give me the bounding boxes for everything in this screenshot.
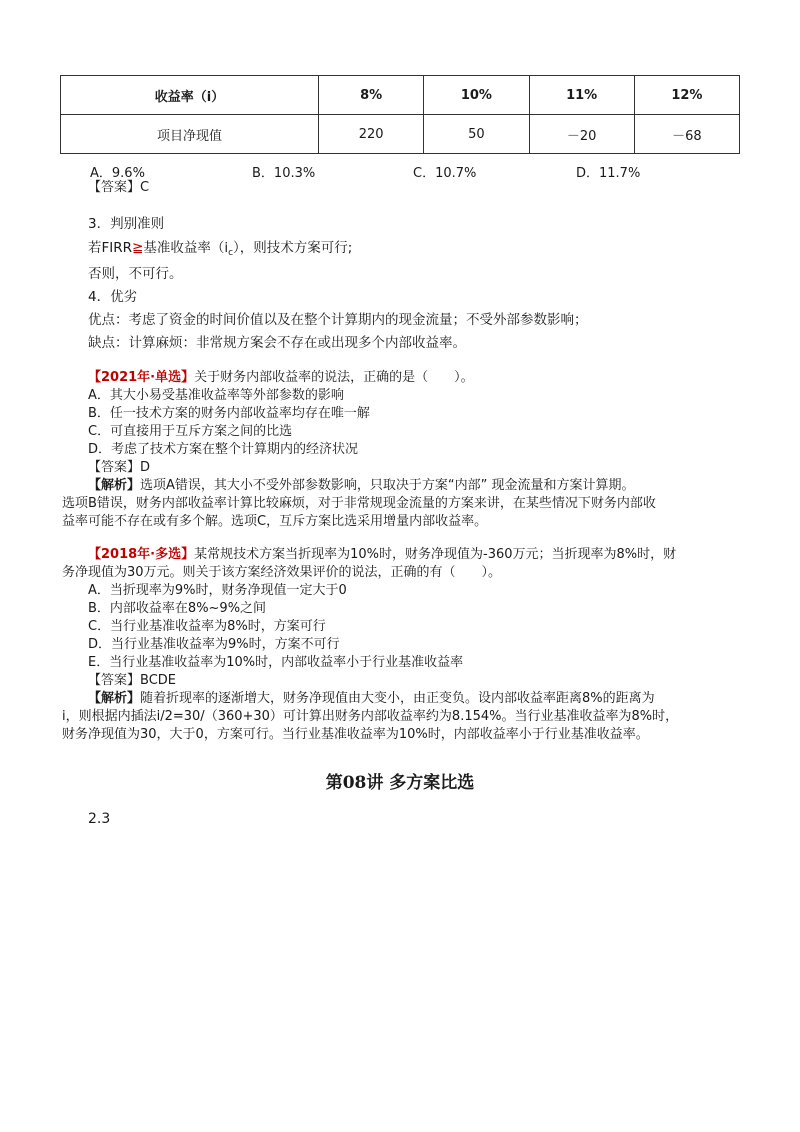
q2018-option-a: A．当折现率为9%时，财务净现值一定大于0 bbox=[88, 583, 347, 598]
q2021-analysis-line-3: 益率可能不存在或有多个解。选项C，互斥方案比选采用增量内部收益率。 bbox=[62, 514, 488, 529]
q2018-option-d: D．当行业基准收益率为9%时，方案不可行 bbox=[88, 637, 340, 652]
q2018-analysis-tag: 【解析】 bbox=[88, 691, 141, 706]
irr-table bbox=[60, 75, 740, 154]
q2018-option-e: E．当行业基准收益率为10%时，内部收益率小于行业基准收益率 bbox=[88, 655, 464, 670]
lecture-title: 第08讲 多方案比选 bbox=[325, 773, 475, 793]
q2021-analysis-line-2: 选项B错误，财务内部收益率计算比较麻烦，对于非常规现金流量的方案来讲，在某些情况下财务内部收 bbox=[62, 496, 656, 511]
cons-text: 缺点：计算麻烦：非常规方案会不存在或出现多个内部收益率。 bbox=[88, 335, 466, 351]
q1-option-d: D．11.7% bbox=[576, 166, 641, 181]
table-header-row bbox=[61, 76, 740, 115]
rule-text: 基准收益率（i bbox=[143, 240, 229, 256]
table-row bbox=[61, 115, 740, 154]
pros-text: 优点：考虑了资金的时间价值以及在整个计算期内的现金流量；不受外部参数影响； bbox=[88, 312, 588, 328]
q2021-option-d: D．考虑了技术方案在整个计算期内的经济状况 bbox=[88, 442, 359, 457]
table-cell: －68 bbox=[634, 115, 739, 154]
q2021-stem bbox=[88, 369, 474, 387]
q2018-stem-text: 某常规技术方案当折现率为10%时，财务净现值为-360万元；当折现率为8%时，财 bbox=[194, 547, 677, 562]
table-cell: 项目净现值 bbox=[61, 115, 319, 154]
q1-option-b: B．10.3% bbox=[252, 166, 316, 181]
analysis-text: 随着折现率的逐渐增大，财务净现值由大变小，由正变负。设内部收益率距离8%的距离为 bbox=[140, 691, 655, 706]
q2018-stem-line-1 bbox=[88, 546, 676, 564]
q2018-tag: 【2018年·多选】 bbox=[88, 547, 195, 562]
q2018-analysis-line-1 bbox=[88, 690, 655, 708]
pros-cons-heading: 4．优劣 bbox=[88, 289, 138, 305]
rule-text: 若FIRR bbox=[88, 240, 133, 256]
criteria-else: 否则，不可行。 bbox=[88, 266, 183, 282]
section-number: 2.3 bbox=[88, 811, 111, 827]
q2021-stem-text: 关于财务内部收益率的说法，正确的是（ ）。 bbox=[194, 370, 474, 385]
table-cell: －20 bbox=[529, 115, 634, 154]
analysis-text: 选项A错误，其大小不受外部参数影响，只取决于方案“内部” 现金流量和方案计算期。 bbox=[140, 478, 635, 493]
rule-text: ），则技术方案可行; bbox=[233, 240, 353, 256]
q2018-analysis-line-2: i，则根据内插法i/2=30/（360+30）可计算出财务内部收益率约为8.154%。当行业基准收益率为8%时， bbox=[62, 709, 679, 724]
q2018-option-b: B．内部收益率在8%~9%之间 bbox=[88, 601, 267, 616]
q2021-option-a: A．其大小易受基准收益率等外部参数的影响 bbox=[88, 388, 344, 403]
q2021-option-b: B．任一技术方案的财务内部收益率均存在唯一解 bbox=[88, 406, 370, 421]
table-cell: 12% bbox=[634, 76, 739, 115]
rule-subscript: c bbox=[228, 248, 234, 258]
q2021-analysis-line-1 bbox=[88, 477, 635, 495]
q2018-option-c: C．当行业基准收益率为8%时，方案可行 bbox=[88, 619, 326, 634]
q2021-answer: 【答案】D bbox=[88, 460, 151, 475]
q2021-tag: 【2021年·单选】 bbox=[88, 370, 195, 385]
criteria-rule bbox=[88, 239, 352, 262]
table-cell: 50 bbox=[424, 115, 529, 154]
table-cell: 8% bbox=[319, 76, 424, 115]
q1-option-c: C．10.7% bbox=[413, 166, 477, 181]
q1-answer: 【答案】C bbox=[88, 180, 150, 195]
q1-option-a: A．9.6% bbox=[90, 166, 145, 181]
q2018-answer: 【答案】BCDE bbox=[88, 673, 176, 688]
q2018-stem-line-2: 务净现值为30万元。则关于该方案经济效果评价的说法，正确的有（ ）。 bbox=[62, 565, 502, 580]
q2018-analysis-line-3: 财务净现值为30，大于0，方案可行。当行业基准收益率为10%时，内部收益率小于行业基准收益率。 bbox=[62, 727, 649, 742]
table-cell: 220 bbox=[319, 115, 424, 154]
greater-equal-symbol: ≧ bbox=[132, 240, 144, 256]
q2021-option-c: C．可直接用于互斥方案之间的比选 bbox=[88, 424, 293, 439]
table-cell: 11% bbox=[529, 76, 634, 115]
criteria-heading: 3．判别准则 bbox=[88, 216, 165, 232]
table-cell: 收益率（i） bbox=[61, 76, 319, 115]
table-cell: 10% bbox=[424, 76, 529, 115]
q2021-analysis-tag: 【解析】 bbox=[88, 478, 141, 493]
